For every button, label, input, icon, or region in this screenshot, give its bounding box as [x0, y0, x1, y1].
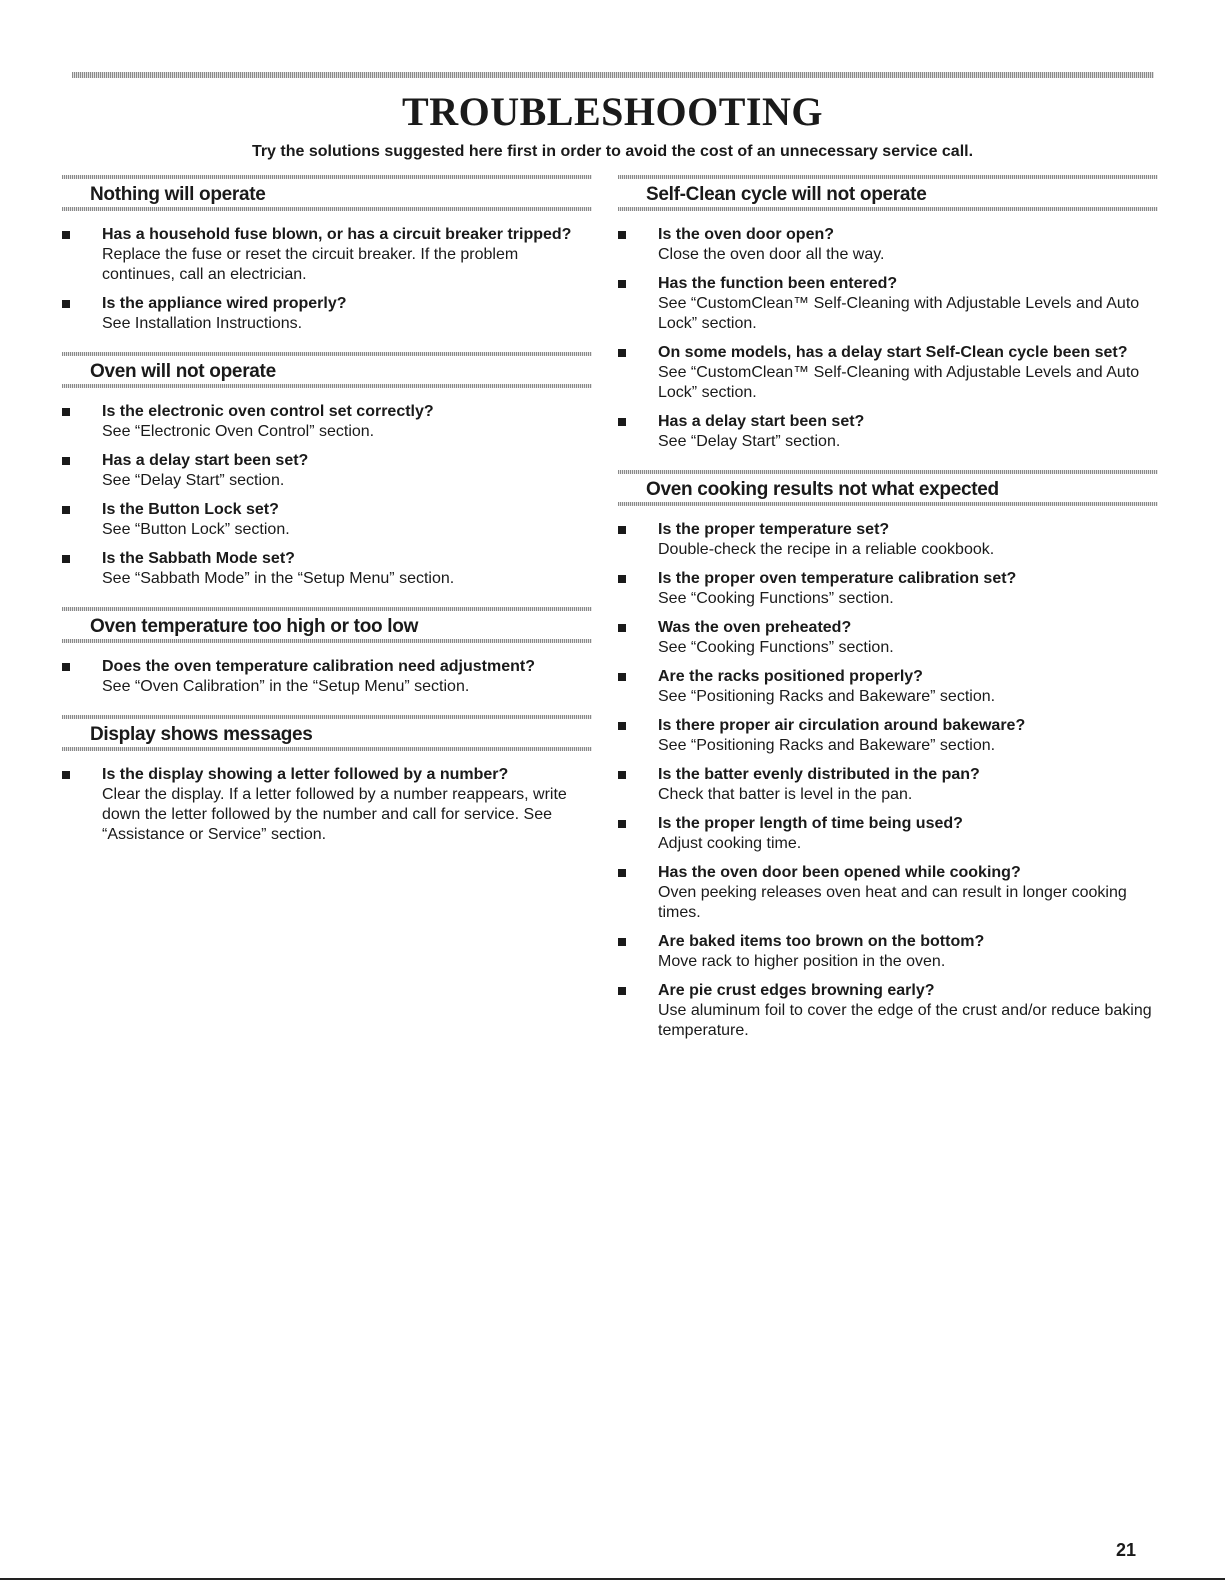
question-text: Are the racks positioned properly?: [658, 668, 923, 685]
square-bullet-icon: [62, 457, 70, 465]
square-bullet-icon: [62, 771, 70, 779]
section-title: Oven cooking results not what expected: [646, 479, 999, 500]
answer-text: See “Delay Start” section.: [102, 472, 285, 489]
left-column: [62, 175, 592, 863]
page-number: 21: [1116, 1540, 1137, 1560]
question-text: Is the proper temperature set?: [658, 521, 890, 538]
answer-text: See “Delay Start” section.: [658, 433, 841, 450]
right-column: [618, 175, 1158, 1059]
answer-text: Adjust cooking time.: [658, 835, 802, 852]
square-bullet-icon: [618, 869, 626, 877]
answer-text: Clear the display. If a letter followed by a number reappears, write down the letter followed by the number and call for service. See “Assistance or Service” section.: [102, 786, 567, 843]
list-item: [618, 716, 1158, 756]
question-text: Has a delay start been set?: [102, 452, 309, 469]
answer-text: See “Button Lock” section.: [102, 521, 290, 538]
square-bullet-icon: [618, 526, 626, 534]
section-oven-cooking-results-not-what-expected: [618, 470, 1158, 1041]
question-text: Has the function been entered?: [658, 275, 898, 292]
section-title: Oven temperature too high or too low: [90, 616, 419, 637]
list-item: [618, 520, 1158, 560]
answer-text: Close the oven door all the way.: [658, 246, 885, 263]
square-bullet-icon: [618, 820, 626, 828]
list-item: [618, 569, 1158, 609]
square-bullet-icon: [618, 938, 626, 946]
question-text: Does the oven temperature calibration need adjustment?: [102, 658, 535, 675]
square-bullet-icon: [618, 624, 626, 632]
question-text: Are pie crust edges browning early?: [658, 982, 935, 999]
square-bullet-icon: [618, 771, 626, 779]
question-text: Is the Sabbath Mode set?: [102, 550, 295, 567]
question-text: Has the oven door been opened while cooking?: [658, 864, 1021, 881]
answer-text: Double-check the recipe in a reliable cookbook.: [658, 541, 995, 558]
question-text: Is the proper oven temperature calibration set?: [658, 570, 1017, 587]
section-title: Self-Clean cycle will not operate: [646, 184, 927, 205]
section-header: [62, 352, 592, 388]
list-item: [62, 765, 592, 845]
square-bullet-icon: [62, 506, 70, 514]
question-text: Is the display showing a letter followed by a number?: [102, 766, 509, 783]
square-bullet-icon: [618, 349, 626, 357]
list-item: [618, 343, 1158, 403]
question-text: Are baked items too brown on the bottom?: [658, 933, 985, 950]
square-bullet-icon: [618, 673, 626, 681]
section-title: Nothing will operate: [90, 184, 266, 205]
list-item: [618, 981, 1158, 1041]
section-header: [62, 175, 592, 211]
section-oven-temperature-too-high-or-too-low: [62, 607, 592, 697]
question-text: On some models, has a delay start Self-Clean cycle been set?: [658, 344, 1128, 361]
list-item: [62, 451, 592, 491]
square-bullet-icon: [618, 418, 626, 426]
square-bullet-icon: [62, 555, 70, 563]
answer-text: Use aluminum foil to cover the edge of the crust and/or reduce baking temperature.: [658, 1002, 1152, 1039]
list-item: [618, 932, 1158, 972]
question-text: Is the proper length of time being used?: [658, 815, 963, 832]
section-display-shows-messages: [62, 715, 592, 845]
list-item: [618, 765, 1158, 805]
top-divider: [72, 72, 1154, 78]
list-item: [62, 294, 592, 334]
list-item: [618, 863, 1158, 923]
question-text: Is the oven door open?: [658, 226, 835, 243]
question-list: [618, 225, 1158, 452]
page-title: TROUBLESHOOTING: [402, 89, 823, 134]
question-list: [62, 402, 592, 589]
square-bullet-icon: [618, 722, 626, 730]
question-text: Is the electronic oven control set correctly?: [102, 403, 434, 420]
answer-text: Replace the fuse or reset the circuit breaker. If the problem continues, call an electrician.: [102, 246, 519, 283]
question-list: [62, 657, 592, 697]
list-item: [618, 618, 1158, 658]
list-item: [62, 657, 592, 697]
answer-text: See “Cooking Functions” section.: [658, 590, 894, 607]
square-bullet-icon: [62, 231, 70, 239]
question-list: [62, 225, 592, 334]
list-item: [62, 225, 592, 285]
section-header: [618, 175, 1158, 211]
square-bullet-icon: [618, 280, 626, 288]
answer-text: Oven peeking releases oven heat and can result in longer cooking times.: [658, 884, 1127, 921]
answer-text: See “Positioning Racks and Bakeware” section.: [658, 688, 996, 705]
answer-text: See Installation Instructions.: [102, 315, 303, 332]
list-item: [618, 814, 1158, 854]
section-header: [618, 470, 1158, 506]
list-item: [62, 549, 592, 589]
question-text: Is there proper air circulation around bakeware?: [658, 717, 1026, 734]
question-list: [618, 520, 1158, 1041]
section-oven-will-not-operate: [62, 352, 592, 589]
answer-text: See “Cooking Functions” section.: [658, 639, 894, 656]
square-bullet-icon: [62, 408, 70, 416]
answer-text: See “Electronic Oven Control” section.: [102, 423, 375, 440]
page-subtitle: Try the solutions suggested here first in order to avoid the cost of an unnecessary service call.: [251, 143, 974, 160]
list-item: [618, 412, 1158, 452]
square-bullet-icon: [62, 663, 70, 671]
list-item: [618, 225, 1158, 265]
answer-text: See “Oven Calibration” in the “Setup Menu” section.: [102, 678, 470, 695]
question-text: Was the oven preheated?: [658, 619, 852, 636]
question-text: Is the Button Lock set?: [102, 501, 279, 518]
square-bullet-icon: [618, 231, 626, 239]
section-self-clean-cycle-will-not-operate: [618, 175, 1158, 452]
list-item: [62, 402, 592, 442]
square-bullet-icon: [618, 575, 626, 583]
question-text: Is the appliance wired properly?: [102, 295, 347, 312]
square-bullet-icon: [618, 987, 626, 995]
question-text: Has a delay start been set?: [658, 413, 865, 430]
answer-text: See “Sabbath Mode” in the “Setup Menu” section.: [102, 570, 455, 587]
section-nothing-will-operate: [62, 175, 592, 334]
question-text: Has a household fuse blown, or has a circuit breaker tripped?: [102, 226, 572, 243]
answer-text: See “CustomClean™ Self-Cleaning with Adjustable Levels and Auto Lock” section.: [658, 295, 1140, 332]
answer-text: See “Positioning Racks and Bakeware” section.: [658, 737, 996, 754]
section-title: Display shows messages: [90, 724, 313, 745]
list-item: [618, 667, 1158, 707]
answer-text: Move rack to higher position in the oven.: [658, 953, 946, 970]
section-header: [62, 715, 592, 751]
section-title: Oven will not operate: [90, 361, 276, 382]
list-item: [62, 500, 592, 540]
bottom-rule: [0, 1578, 1225, 1580]
square-bullet-icon: [62, 300, 70, 308]
answer-text: Check that batter is level in the pan.: [658, 786, 913, 803]
question-text: Is the batter evenly distributed in the pan?: [658, 766, 980, 783]
answer-text: See “CustomClean™ Self-Cleaning with Adjustable Levels and Auto Lock” section.: [658, 364, 1140, 401]
list-item: [618, 274, 1158, 334]
section-header: [62, 607, 592, 643]
question-list: [62, 765, 592, 845]
